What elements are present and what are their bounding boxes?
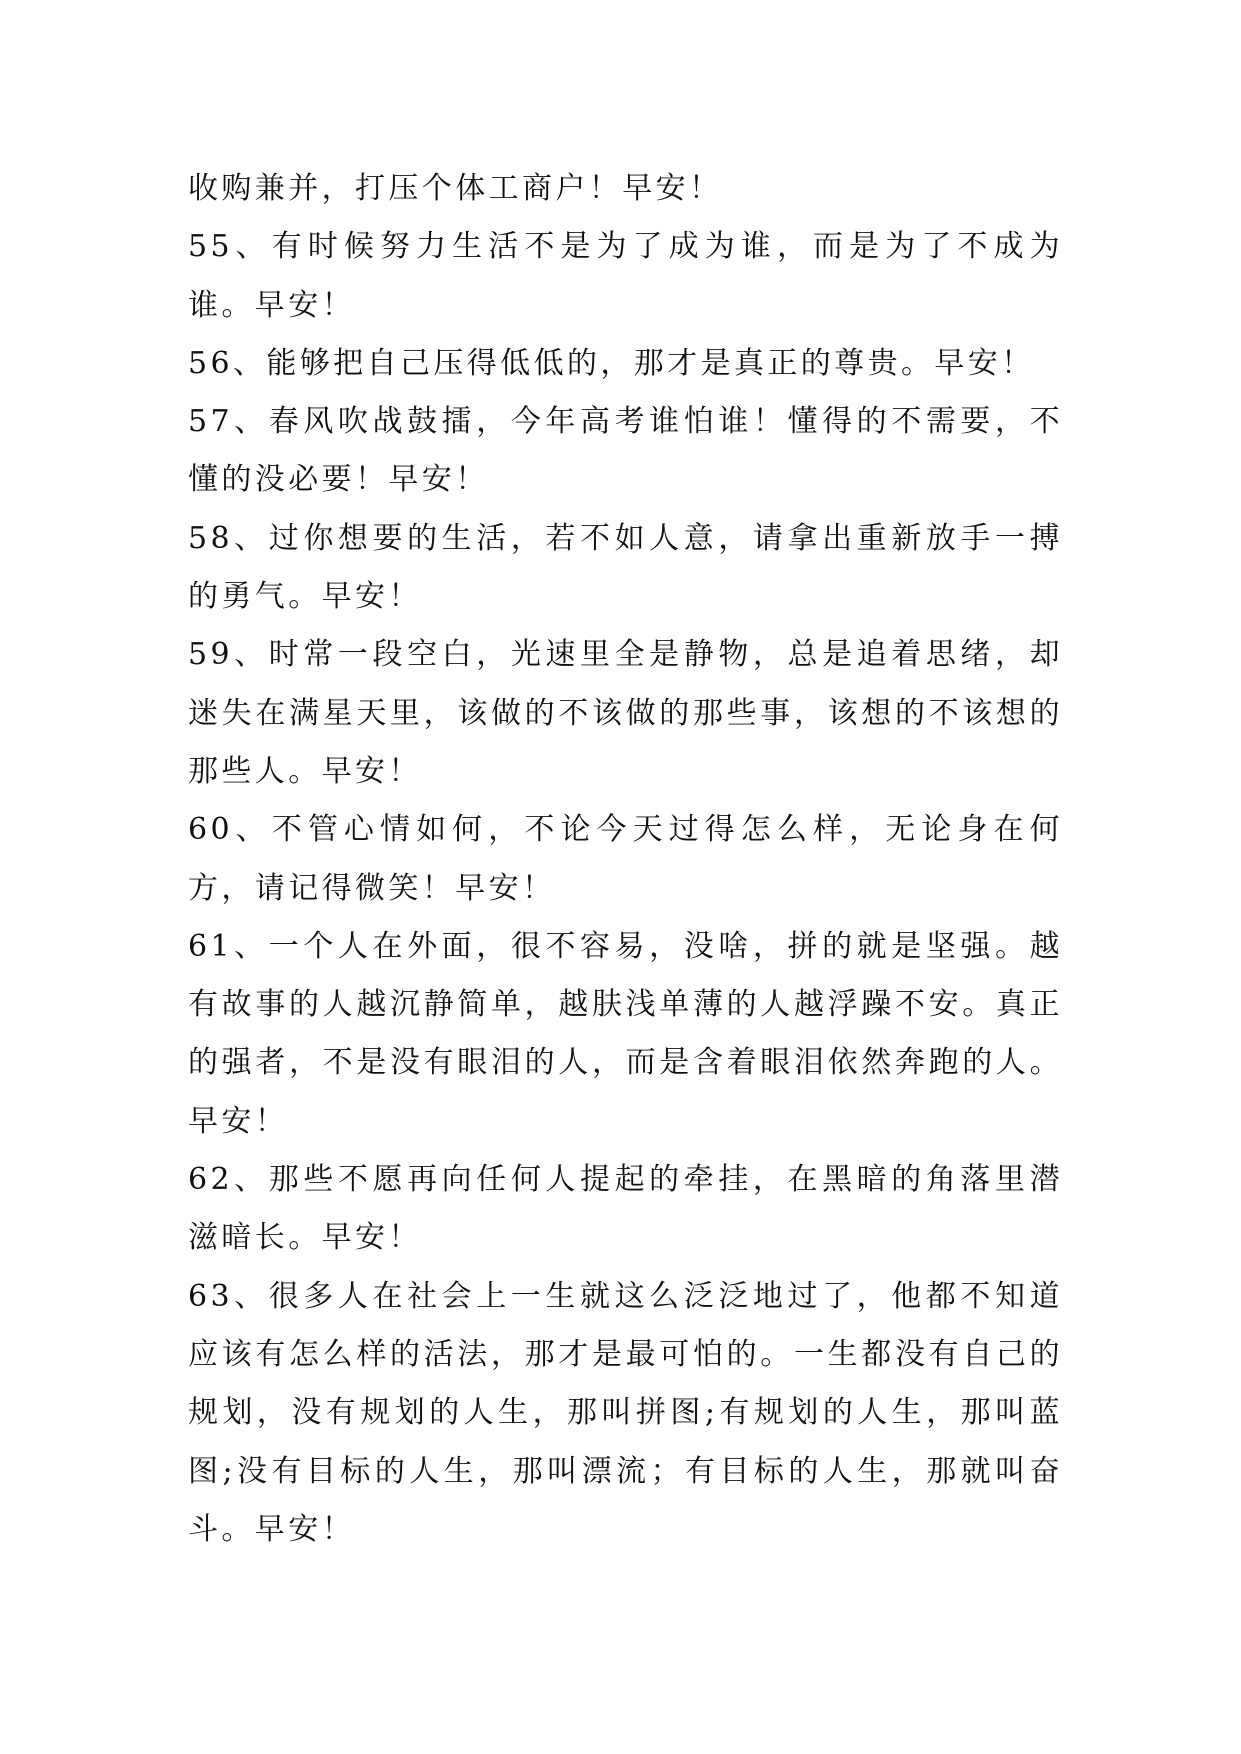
paragraph-item-58: 58、过你想要的生活，若不如人意，请拿出重新放手一搏的勇气。早安！ [188,520,1063,615]
paragraph-item-63: 63、很多人在社会上一生就这么泛泛地过了，他都不知道应该有怎么样的活法，那才是最可怕的。一生都没有自己的规划，没有规划的人生，那叫拼图;有规划的人生，那叫蓝图;没有目标的人生，那叫漂流；有目标的人生，那就叫奋斗。早安！ [188,1278,1063,1547]
paragraph-continuation: 收购兼并，打压个体工商户！早安！ [188,171,723,206]
document-body [188,160,1063,1559]
paragraph-item-59: 59、时常一段空白，光速里全是静物，总是追着思绪，却迷失在满星天里，该做的不该做的那些事，该想的不该想的那些人。早安！ [188,637,1063,789]
paragraph-item-57: 57、春风吹战鼓擂，今年高考谁怕谁！懂得的不需要，不懂的没必要！早安！ [188,404,1063,498]
paragraph-item-61: 61、一个人在外面，很不容易，没啥，拼的就是坚强。越有故事的人越沉静简单，越肤浅单薄的人越浮躁不安。真正的强者，不是没有眼泪的人，而是含着眼泪依然奔跑的人。早安！ [188,928,1063,1139]
paragraph-item-56: 56、能够把自己压得低低的，那才是真正的尊贵。早安！ [188,345,1035,381]
paragraph-item-55: 55、有时候努力生活不是为了成为谁，而是为了不成为谁。早安！ [188,229,1063,323]
paragraph-item-62: 62、那些不愿再向任何人提起的牵挂，在黑暗的角落里潜滋暗长。早安！ [188,1162,1063,1256]
paragraph-item-60: 60、不管心情如何，不论今天过得怎么样，无论身在何方，请记得微笑！早安！ [188,812,1063,906]
